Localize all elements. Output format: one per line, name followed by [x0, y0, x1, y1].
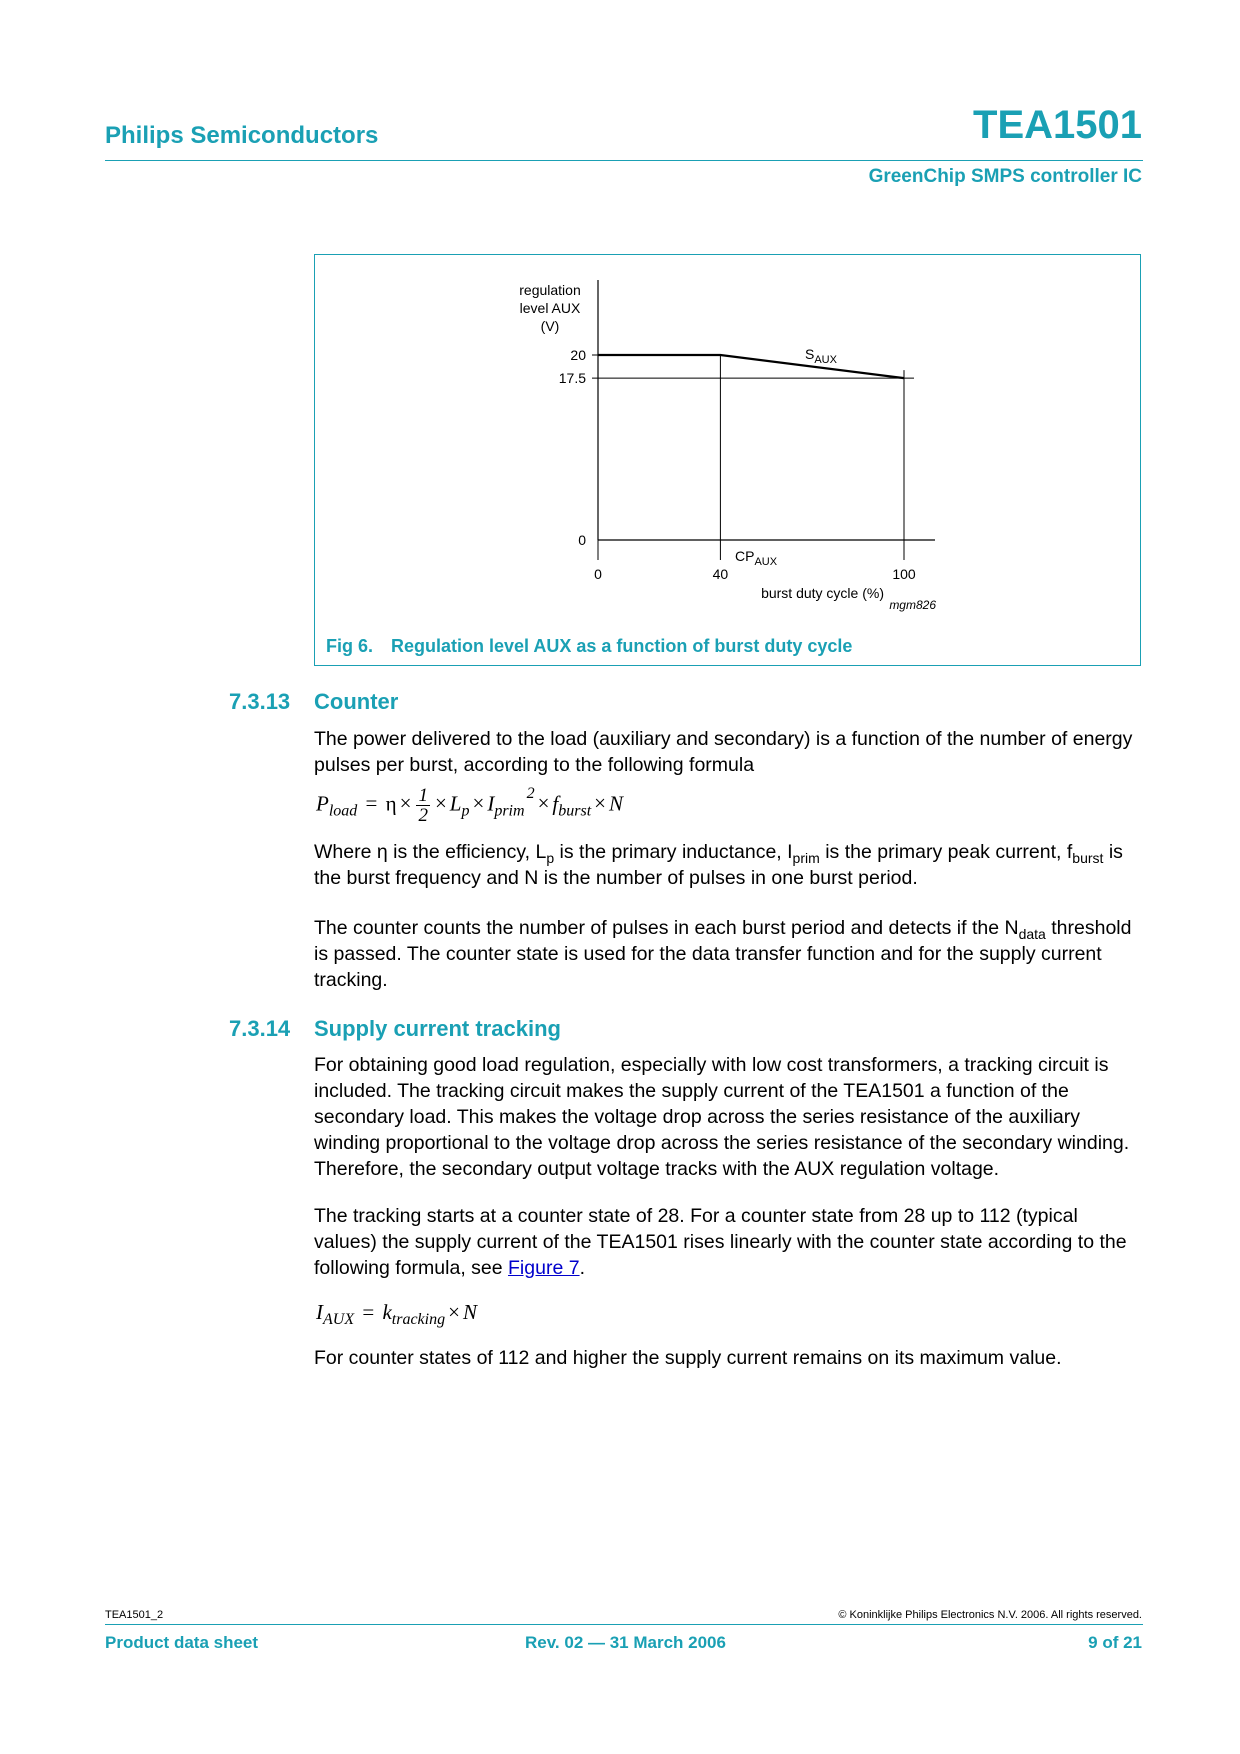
- product-subtitle: GreenChip SMPS controller IC: [868, 166, 1142, 187]
- counter-paragraph-3: The counter counts the number of pulses in each burst period and detects if the $N_{data}$ threshold is passed. The counter state is used for the data transfer function and for the supply current tracking.: [314, 917, 1132, 991]
- section-title-counter: Counter: [314, 689, 399, 714]
- footer-revision: Rev. 02 — 31 March 2006: [525, 1633, 726, 1652]
- footer-doc-type: Product data sheet: [105, 1633, 259, 1652]
- figure-7-link[interactable]: Figure 7: [508, 1257, 580, 1279]
- tracking-formula: $I_{AUX} = k_{tracking} \times N$: [316, 1300, 477, 1328]
- power-formula: $P_{load} = \eta$ × $\frac{1}{2}$ × $L_p \times I_{prim}^2 \times f_{burst} \times N$: [316, 785, 624, 826]
- y-axis-label-line2: level AUX: [519, 300, 581, 316]
- y-tick-label-2: 20: [570, 347, 586, 363]
- figure-code: mgm826: [889, 598, 936, 612]
- fraction-one-half: $\frac{1}{2}$: [418, 785, 428, 826]
- footer-rule: [105, 1624, 1143, 1625]
- regulation-chart: [0, 0, 1240, 700]
- y-axis-label-line3: (V): [540, 318, 560, 334]
- counter-paragraph-2: Where η is the efficiency, $L_p$ is the primary inductance, $I_{prim}$ is the primary peak current, $f_{burst}$ is the burst frequency and N is the number of pulses in one burst period.: [314, 841, 1123, 889]
- footer-doc-id: TEA1501_2: [105, 1609, 164, 1621]
- y-axis-label-line1: regulation: [519, 282, 581, 298]
- product-title: TEA1501: [973, 103, 1142, 147]
- tracking-paragraph-3: For counter states of 112 and higher the supply current remains on its maximum value.: [314, 1347, 1062, 1369]
- figure-caption-number: Fig 6.: [326, 636, 374, 656]
- tracking-paragraph-1: For obtaining good load regulation, especially with low cost transformers, a tracking circuit is included. The tracking circuit makes the supply current of the TEA1501 a function of the secondary load. This makes the voltage drop across the series resistance of the auxiliary winding proportional to the voltage drop across the series resistance of the secondary winding. Therefore, the secondary output voltage tracks with the AUX regulation voltage.: [314, 1054, 1130, 1180]
- section-number-counter: 7.3.13: [229, 689, 291, 714]
- figure-caption-text: Regulation level AUX as a function of burst duty cycle: [391, 636, 853, 656]
- section-number-tracking: 7.3.14: [229, 1016, 291, 1041]
- figure-caption: [326, 636, 852, 657]
- company-name: Philips Semiconductors: [105, 122, 379, 149]
- series-label: $S_{AUX}$: [805, 346, 837, 366]
- x-tick-label-0: 0: [594, 566, 602, 582]
- cp-aux-label: $CP_{AUX}$: [735, 548, 778, 568]
- x-tick-label-1: 40: [712, 566, 729, 582]
- footer-page-number: 9 of 21: [1088, 1633, 1142, 1652]
- tracking-paragraph-2: The tracking starts at a counter state of 28. For a counter state from 28 up to 112 (typical values) the supply current of the TEA1501 rises linearly with the counter state according to the following formula, see Figure 7.: [314, 1205, 1127, 1279]
- section-title-tracking: Supply current tracking: [314, 1016, 561, 1041]
- y-tick-label-1: 17.5: [558, 370, 586, 387]
- counter-paragraph-1: The power delivered to the load (auxiliary and secondary) is a function of the number of energy pulses per burst, according to the following formula: [314, 728, 1133, 776]
- series-line-saux: [598, 355, 904, 378]
- x-tick-label-2: 100: [892, 566, 916, 582]
- y-tick-label-0: 0: [578, 532, 586, 548]
- x-axis-label: burst duty cycle (%): [761, 585, 884, 601]
- footer-copyright: © Koninklijke Philips Electronics N.V. 2006. All rights reserved.: [838, 1609, 1142, 1621]
